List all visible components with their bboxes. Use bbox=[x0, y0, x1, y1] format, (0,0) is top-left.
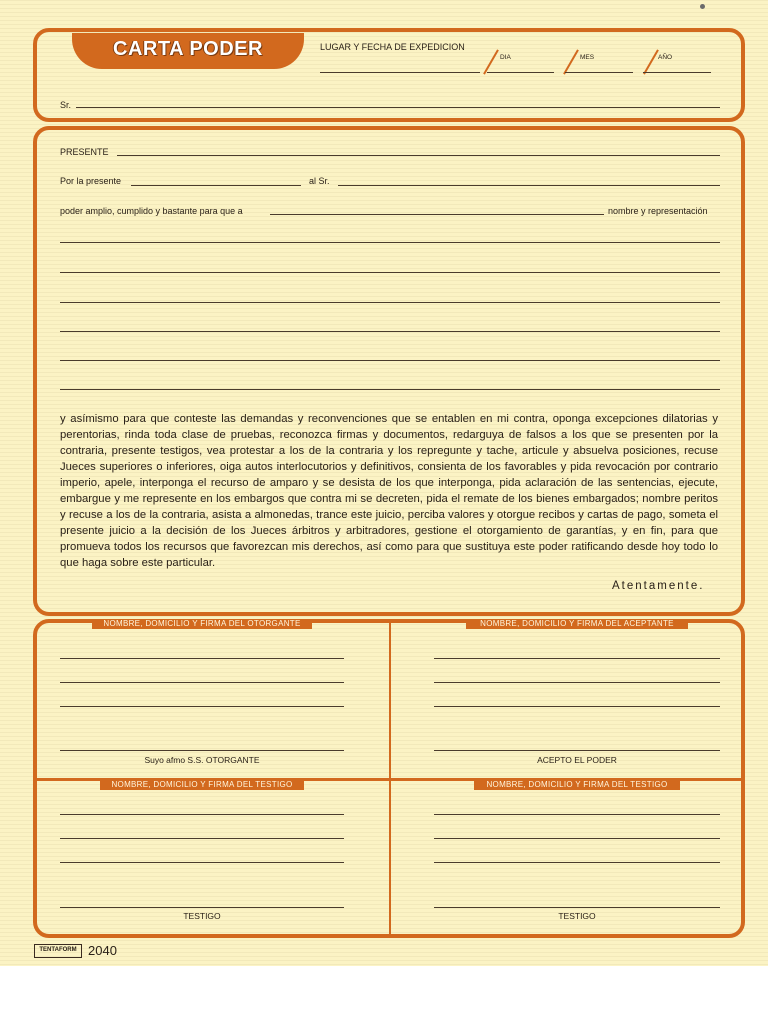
testigo1-line[interactable] bbox=[60, 838, 344, 839]
lugar-fecha-line[interactable] bbox=[320, 72, 480, 73]
form-number: 2040 bbox=[88, 943, 117, 958]
nombre-representacion-label: nombre y representación bbox=[608, 206, 708, 216]
mes-label: MES bbox=[580, 54, 595, 61]
blank-line[interactable] bbox=[60, 242, 720, 243]
lugar-fecha-label: LUGAR Y FECHA DE EXPEDICION bbox=[320, 42, 465, 52]
aceptante-caption: ACEPTO EL PODER bbox=[537, 755, 617, 765]
aceptante-line[interactable] bbox=[434, 706, 720, 707]
apoderado-name-line[interactable] bbox=[338, 185, 720, 186]
corner-dot bbox=[700, 4, 705, 9]
testigo2-signature-line[interactable] bbox=[434, 907, 720, 908]
aceptante-line[interactable] bbox=[434, 658, 720, 659]
otorgante-signature-line[interactable] bbox=[60, 750, 344, 751]
blank-line[interactable] bbox=[60, 272, 720, 273]
dia-line[interactable] bbox=[487, 72, 554, 73]
blank-line[interactable] bbox=[60, 389, 720, 390]
anio-line[interactable] bbox=[643, 72, 711, 73]
legal-text: y asímismo para que conteste las demandas y reconvenciones que se entablen en mi contra, oponga excepciones dilatorias y perentorias, rinda toda clase de pruebas, reconozca firmas y documentos, redarguya de falsos a los que se presenten por la contraria, presente testigos, vea protestar a los de la contraria y los repregunte y tache, articule y absuelva posiciones, recuse Jueces superiores o inferiores, oiga autos interlocutorios y definitivos, consienta de los favorables y pida revocación por contrario imperio, apele, interponga el recurso de amparo y se desista de los que interponga, pida aclaración de las sentencias, ejecute, embargue y me represente en los embargos que contra mi se decreten, pida el remate de los bienes embargados; nombre peritos y recuse a los de la contraria, asista a almonedas, trance este juicio, perciba valores y otorgue recibos y cartas de pago, someta el presente juicio a la decisión de los Jueces árbitros y arbitradores, gestione el otorgamiento de garantías, y en fin, para que promueva todos los recursos que favorezcan mis derechos, así como para que sustituya este poder ratificando desde hoy todo lo que haga sobre este particular. bbox=[60, 413, 718, 569]
al-sr-label: al Sr. bbox=[309, 176, 330, 186]
presente-line[interactable] bbox=[117, 155, 720, 156]
testigo1-signature-line[interactable] bbox=[60, 907, 344, 908]
aceptante-line[interactable] bbox=[434, 682, 720, 683]
testigo1-line[interactable] bbox=[60, 862, 344, 863]
testigo2-line[interactable] bbox=[434, 814, 720, 815]
poder-amplio-label: poder amplio, cumplido y bastante para que a bbox=[60, 206, 243, 216]
otorgante-name-line[interactable] bbox=[131, 185, 301, 186]
presente-label: PRESENTE bbox=[60, 147, 109, 157]
sr-line[interactable] bbox=[76, 107, 720, 108]
mes-line[interactable] bbox=[565, 72, 633, 73]
testigo2-line[interactable] bbox=[434, 862, 720, 863]
otorgante-header: NOMBRE, DOMICILIO Y FIRMA DEL OTORGANTE bbox=[92, 619, 312, 629]
aceptante-signature-line[interactable] bbox=[434, 750, 720, 751]
anio-label: AÑO bbox=[658, 54, 673, 61]
blank-line[interactable] bbox=[60, 331, 720, 332]
otorgante-line[interactable] bbox=[60, 682, 344, 683]
otorgante-caption: Suyo afmo S.S. OTORGANTE bbox=[144, 755, 260, 765]
testigo1-line[interactable] bbox=[60, 814, 344, 815]
signature-column-divider bbox=[389, 622, 391, 934]
testigo2-line[interactable] bbox=[434, 838, 720, 839]
sr-label: Sr. bbox=[60, 100, 72, 110]
brand-logo: TENTAFORM bbox=[34, 944, 82, 958]
poder-line[interactable] bbox=[270, 214, 604, 215]
testigo2-header: NOMBRE, DOMICILIO Y FIRMA DEL TESTIGO bbox=[474, 780, 680, 790]
blank-line[interactable] bbox=[60, 360, 720, 361]
testigo2-caption: TESTIGO bbox=[558, 911, 596, 921]
otorgante-line[interactable] bbox=[60, 658, 344, 659]
por-la-presente-label: Por la presente bbox=[60, 176, 122, 186]
testigo1-caption: TESTIGO bbox=[183, 911, 221, 921]
testigo1-header: NOMBRE, DOMICILIO Y FIRMA DEL TESTIGO bbox=[100, 780, 304, 790]
page-title: CARTA PODER bbox=[113, 38, 263, 60]
closing-text: Atentamente. bbox=[612, 580, 705, 592]
otorgante-line[interactable] bbox=[60, 706, 344, 707]
blank-line[interactable] bbox=[60, 302, 720, 303]
aceptante-header: NOMBRE, DOMICILIO Y FIRMA DEL ACEPTANTE bbox=[466, 619, 688, 629]
dia-label: DIA bbox=[500, 54, 511, 61]
